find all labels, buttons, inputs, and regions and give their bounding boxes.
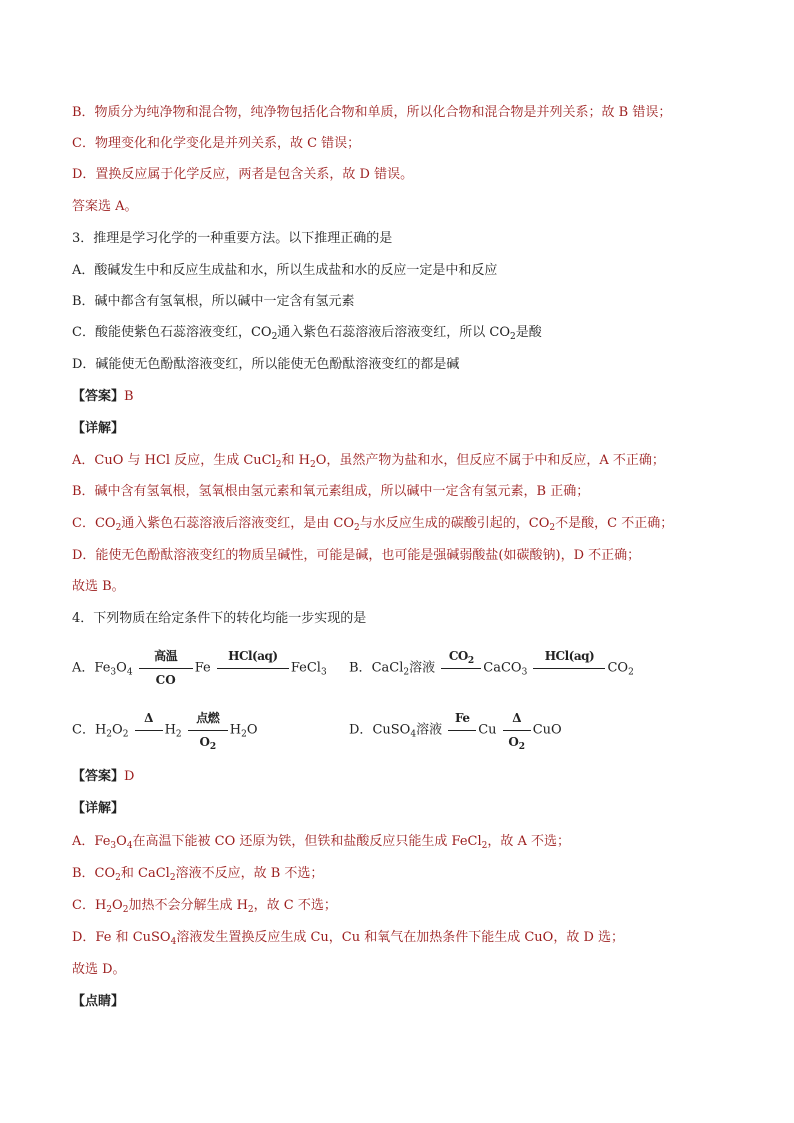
q4-answer-value: D [124,769,135,784]
prev-option-c-explanation: C．物理变化和化学变化是并列关系，故 C 错误； [72,136,361,151]
q4-detail-a: A．$Fe_3O_4$在高温下能被 CO 还原为铁，但铁和盐酸反应只能生成 FeCl$_2$，故 A 不选； [72,834,571,851]
q3-option-d: D．碱能使无色酚酞溶液变红，所以能使无色酚酞溶液变红的都是碱 [72,357,460,372]
q3-conclusion: 故选 B。 [72,579,125,594]
q4-d-arrow-1: Fe [448,720,476,740]
q4-option-c: C．$H_2O_2$ Δ $H_2$ 点燃 $O_2$ $H_2O$ [72,711,258,752]
q4-a-arrow-2: HCl(aq) [217,658,289,678]
q3-option-c: C．酸能使紫色石蕊溶液变红，$CO_2$通入紫色石蕊溶液后溶液变红，所以 $CO_2$是酸 [72,325,542,342]
q4-b-arrow-2: HCl(aq) [533,658,605,678]
q3-detail-a: A．CuO 与 HCl 反应，生成 CuCl$_2$和 $H_2O$，虽然产物为盐和水，但反应不属于中和反应，A 不正确； [72,453,665,470]
q4-option-b: B．CaCl$_2$溶液 $CO_2$ CaCO$_3$ HCl(aq) $CO_2$ [349,649,634,678]
prev-option-d-explanation: D．置换反应属于化学反应，两者是包含关系，故 D 错误。 [72,167,414,182]
q4-a-arrow-1: 高温 CO [139,658,193,678]
q4-detail-c: C．$H_2O_2$加热不会分解生成 $H_2$，故 C 不选； [72,898,337,915]
q3-answer: 【答案】B [72,389,134,404]
q3-option-a: A．酸碱发生中和反应生成盐和水，所以生成盐和水的反应一定是中和反应 [72,263,498,278]
q4-answer: 【答案】D [72,769,135,784]
q4-comment-label: 【点睛】 [72,994,125,1009]
prev-answer-conclusion: 答案选 A。 [72,199,138,214]
q4-c-arrow-1: Δ [135,720,163,740]
q4-conclusion: 故选 D。 [72,962,126,977]
q3-detail-b: B．碱中含有氢氧根，氢氧根由氢元素和氧元素组成，所以碱中一定含有氢元素，B 正确； [72,484,590,499]
q3-detail-label: 【详解】 [72,421,125,436]
q4-option-d: D．CuSO$_4$溶液 Fe Cu Δ $O_2$ CuO [349,711,562,752]
prev-option-b-explanation: B．物质分为纯净物和混合物，纯净物包括化合物和单质，所以化合物和混合物是并列关系；故 B 错误； [72,105,672,120]
q3-detail-d: D．能使无色酚酞溶液变红的物质呈碱性，可能是碱，也可能是强碱弱酸盐(如碳酸钠)，D 不正确； [72,548,641,563]
q4-stem: 4．下列物质在给定条件下的转化均能一步实现的是 [72,611,367,626]
q4-d-arrow-2: Δ $O_2$ [503,720,531,740]
q3-stem: 3．推理是学习化学的一种重要方法。以下推理正确的是 [72,231,393,246]
q4-c-arrow-2: 点燃 $O_2$ [188,720,228,740]
q3-option-b: B．碱中都含有氢氧根，所以碱中一定含有氢元素 [72,294,355,309]
q4-option-a: A．$Fe_3O_4$ 高温 CO Fe HCl(aq) FeCl$_3$ [72,649,327,687]
q4-detail-label: 【详解】 [72,801,125,816]
q3-answer-value: B [124,389,134,404]
q4-detail-b: B．$CO_2$和 CaCl$_2$溶液不反应，故 B 不选； [72,866,324,883]
q4-b-arrow-1: $CO_2$ [441,658,481,678]
q4-detail-d: D．Fe 和 CuSO$_4$溶液发生置换反应生成 Cu，Cu 和氧气在加热条件下能生成 CuO，故 D 选； [72,930,625,947]
q3-detail-c: C．$CO_2$通入紫色石蕊溶液后溶液变红，是由 $CO_2$与水反应生成的碳酸引起的，$CO_2$不是酸，C 不正确； [72,516,674,533]
